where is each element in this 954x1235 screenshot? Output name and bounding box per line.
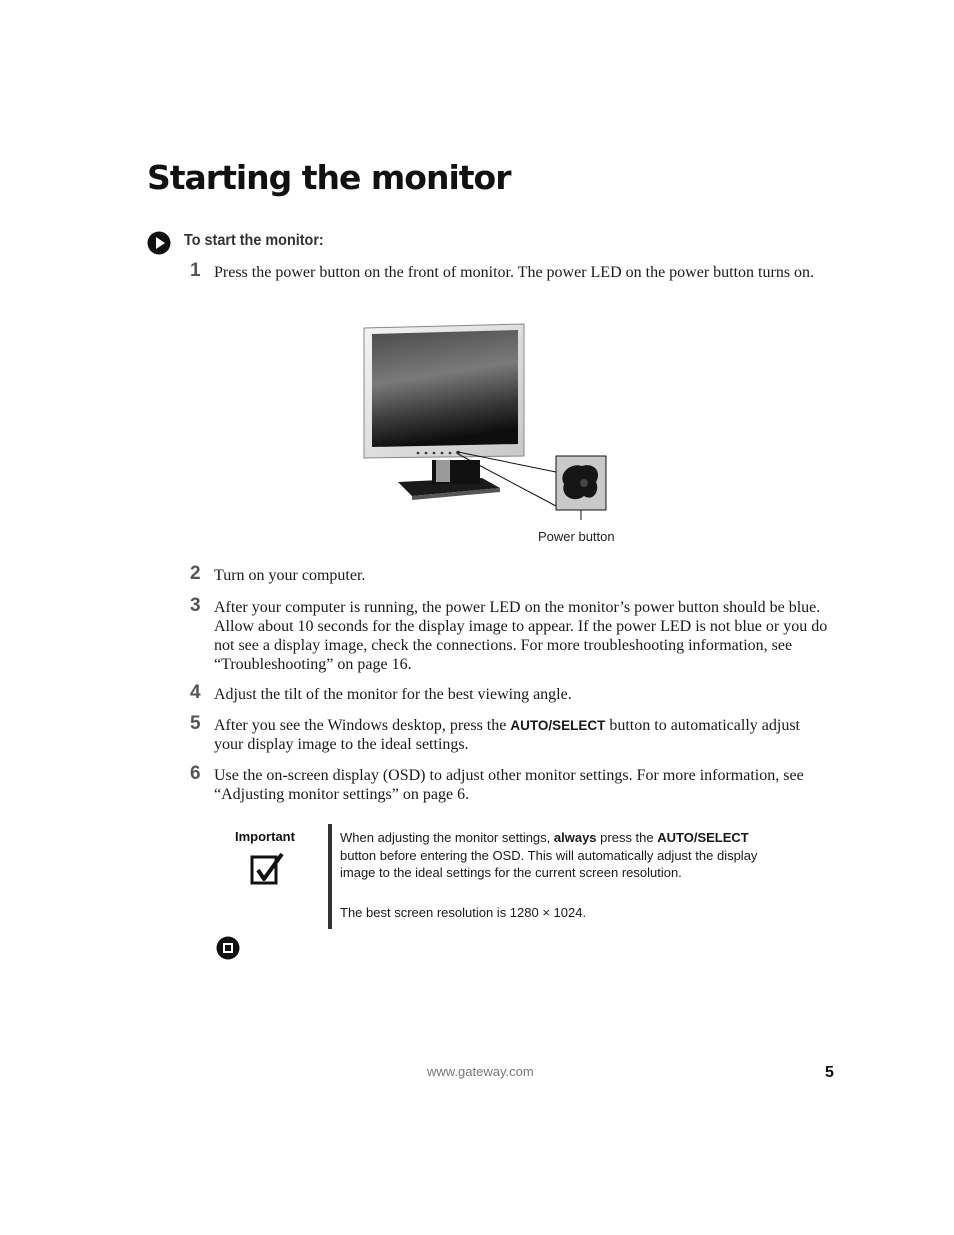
- page-title: Starting the monitor: [147, 158, 511, 197]
- important-rule: [328, 824, 332, 929]
- step-text: Press the power button on the front of monitor. The power LED on the power button turns on.: [214, 264, 815, 281]
- step-text: Adjust the tilt of the monitor for the best viewing angle.: [214, 686, 572, 703]
- step-number: 4: [190, 682, 201, 703]
- step-text: After your computer is running, the power LED on the monitor’s power button should be blue. Allow about 10 seconds for the display image to appear. If the power LED is not blue or you do not see a display image, check the connections. For more troubleshooting information, see “Troubleshooting” on page 16.: [214, 599, 828, 673]
- monitor-figure: [360, 320, 610, 520]
- step-text: Use the on-screen display (OSD) to adjust other monitor settings. For more information, see “Adjusting monitor settings” on page 6.: [214, 767, 804, 803]
- step-number: 6: [190, 763, 201, 784]
- step-number: 3: [190, 595, 201, 616]
- procedure-title: To start the monitor:: [184, 232, 324, 249]
- important-label: Important: [235, 829, 295, 844]
- step-number: 5: [190, 713, 201, 734]
- step-text: Turn on your computer.: [214, 567, 366, 584]
- procedure-arrow-icon: [147, 231, 171, 255]
- important-resolution-note: The best screen resolution is 1280 × 1024.: [340, 905, 587, 920]
- page-number: 5: [825, 1064, 834, 1081]
- important-checkmark-icon: [249, 851, 285, 887]
- procedure-end-icon: [216, 936, 240, 960]
- auto-select-label: AUTO/SELECT: [510, 718, 606, 733]
- footer-url: www.gateway.com: [427, 1064, 534, 1079]
- step-number: 2: [190, 563, 201, 584]
- step-text: After you see the Windows desktop, press the AUTO/SELECT button to automatically adjust your display image to the ideal settings.: [214, 717, 800, 753]
- important-paragraph: When adjusting the monitor settings, always press the AUTO/SELECT button before entering the OSD. This will automatically adjust the display image to the ideal settings for the current screen resolution.: [340, 830, 758, 880]
- figure-caption: Power button: [538, 529, 615, 544]
- step-number: 1: [190, 260, 201, 281]
